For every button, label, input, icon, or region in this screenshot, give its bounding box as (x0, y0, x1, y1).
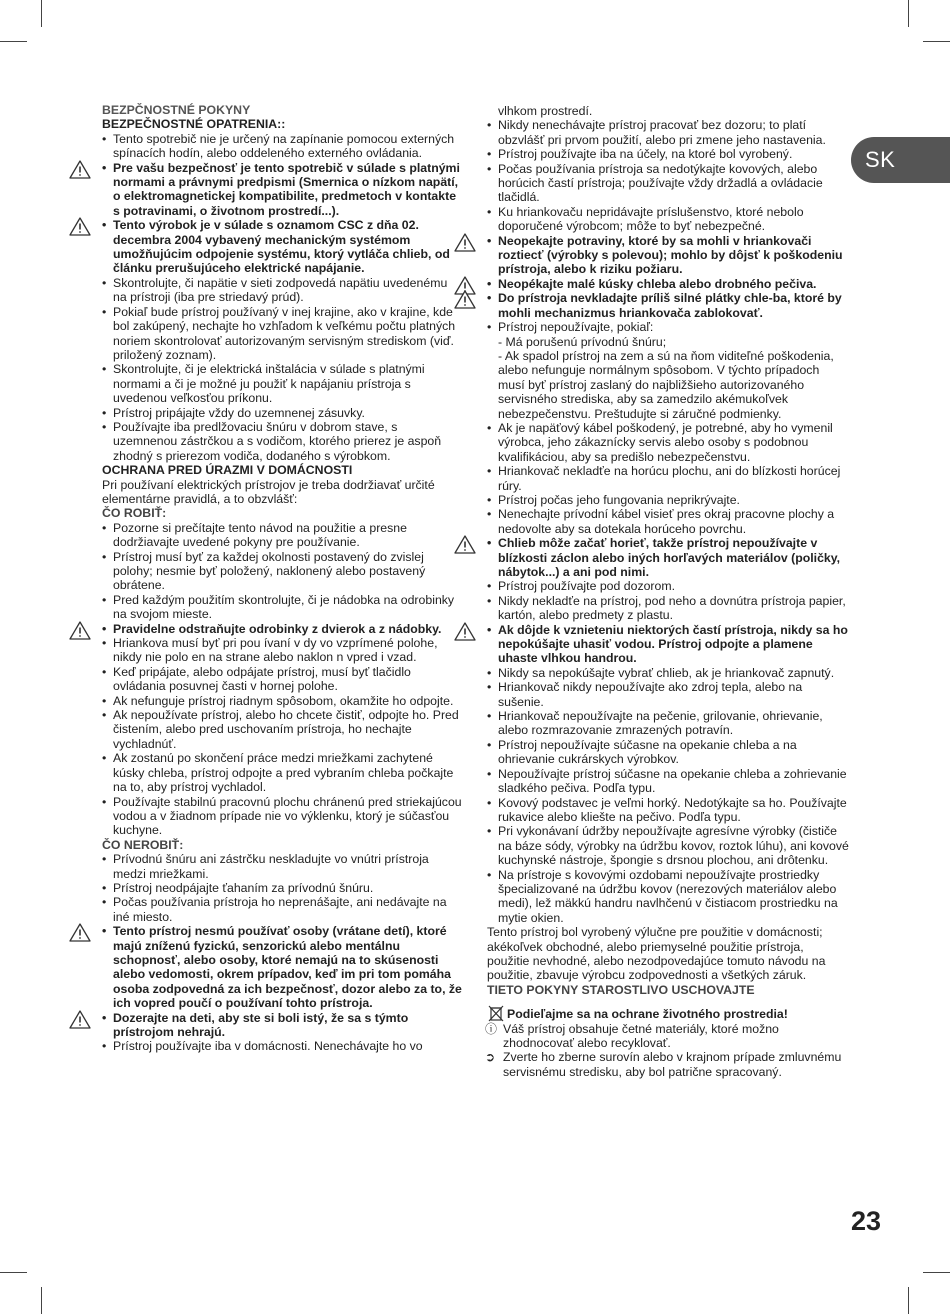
list-item (102, 406, 464, 420)
list-item (102, 636, 464, 665)
warning-triangle-icon (69, 160, 91, 179)
warning-triangle-icon (69, 923, 91, 942)
section-title: BEZPČNOSTNÉ POKYNY (102, 103, 251, 117)
list-item-text: Tento výrobok je v súlade s oznamom CSC z dňa 02. decembra 2004 vybavený mechanickým systémom umožňujúcim odpojenie systému, ktorý vytláča chlieb, od článku prerušujúceho elektrické napájanie. (113, 218, 450, 276)
list-item-text: Chlieb môže začať horieť, takže prístroj nepoužívajte v blízkosti záclon alebo iných horľavých materiálov (poličky, nábytok...) a ani pod nimi. (498, 536, 841, 579)
warning-item (487, 234, 849, 277)
right-column (487, 104, 849, 1079)
warning-item (487, 291, 849, 320)
list-item-text: Hriankova musí byť pri pou ívaní v dy vo vzprímené polohe, nikdy nie polo en na strane alebo naklon n vpred i vzad. (113, 636, 438, 665)
warning-item (102, 161, 464, 219)
crop-mark (923, 41, 950, 42)
list-item-text: Prívodnú šnúru ani zástrčku neskladujte vo vnútri prístroja medzi mriežkami. (113, 852, 429, 881)
arrow-icon: ➲ (485, 1050, 496, 1065)
dont-list (102, 852, 464, 1054)
list-item-text: Kovový podstavec je veľmi horký. Nedotýkajte sa ho. Používajte rukavice alebo kliešte na pečivo. Podľa typu. (498, 795, 847, 824)
warning-triangle-icon (454, 290, 476, 309)
list-item (102, 852, 464, 881)
warning-item (102, 924, 464, 1010)
list-item (102, 593, 464, 622)
list-item-text: Tento spotrebič nie je určený na zapínanie pomocou externých spínacích hodín, alebo oddeleného externého ovládania. (113, 131, 455, 161)
list-item-text: Ak je napäťový kábel poškodený, je potrebné, aby ho vymenil výrobca, jeho zákaznícky servis alebo osoby s podobnou kvalifikáciou, aby sa predišlo nebezpečenstvu. (498, 420, 833, 464)
warning-item (102, 218, 464, 276)
list-item-text: Ku hriankovaču nepridávajte príslušenstvo, ktoré nebolo doporučené výrobcom; môže to byť nebezpečné. (498, 204, 804, 234)
dont-heading: ČO NEROBIŤ: (102, 837, 184, 852)
list-item-text: Prístroj nepoužívajte súčasne na opekanie chleba a na ohrievanie cukrárskych výrobkov. (498, 737, 797, 767)
list-item-text: Prístroj neodpájajte ťahaním za prívodnú šnúru. (113, 880, 374, 895)
warning-item (102, 622, 464, 636)
list-item (487, 594, 849, 623)
list-item (102, 420, 464, 463)
list-item-text: Prístroj pripájajte vždy do uzemnenej zásuvky. (113, 405, 365, 420)
list-item (102, 895, 464, 924)
warning-item (487, 277, 849, 291)
list-item (102, 694, 464, 708)
continuation-text: vlhkom prostredí. (498, 104, 593, 118)
crop-mark (908, 1287, 909, 1314)
list-item-text: Ak dôjde k vznieteniu niektorých častí prístroja, nikdy sa ho nepokúšajte uhasiť vodou. Prístroj odpojte a plamene uhaste vlhkou handrou. (498, 622, 848, 666)
list-item (102, 132, 464, 161)
list-item-text: Prístroj používajte iba na účely, na ktoré bol vyrobený. (498, 147, 793, 162)
list-item-text: Hriankovač nekladťe na horúcu plochu, ani do blízkosti horúcej rúry. (498, 464, 841, 493)
list-item-text: Používajte stabilnú pracovnú plochu chránenú pred striekajúcou vodou a v žiadnom prípade nie vo výklenku, ktorý je súčasťou kuchyne. (113, 794, 462, 838)
list-item (487, 709, 849, 738)
injury-heading: OCHRANA PRED ÚRAZMI V DOMÁCNOSTI (102, 463, 353, 478)
list-item (102, 751, 464, 794)
injury-intro: Pri používaní elektrických prístrojov je treba dodržiavať určité elementárne pravidlá, a to obzvlášť: (102, 477, 435, 506)
list-item-text: Prístroj musí byť za každej okolnosti postavený do zvislej polohy; nesmie byť položený, naklonený alebo postavený obrátene. (113, 549, 426, 593)
environment-heading-text: Podieľajme sa na ochrane životného prostredia! (507, 1007, 788, 1022)
list-item-text: Nikdy sa nepokúšajte vybrať chlieb, ak je hriankovač zapnutý. (498, 665, 835, 680)
warning-triangle-icon (454, 535, 476, 554)
left-column (102, 103, 464, 1054)
crop-mark (0, 1272, 27, 1273)
dash-item: - Ak spadol prístroj na zem a sú na ňom viditeľné poškodenia, alebo nefunguje normálnym spôsobom. V týchto prípadoch musí byť prístroj zaslaný do najbližšieho autorizovaného servisného strediska, aby sa zamedzilo akémukoľvek nebezpečenstvu. Preštudujte si záručné podmienky. (498, 348, 834, 421)
list-item-text: Ak zostanú po skončení práce medzi mriežkami zachytené kúsky chleba, prístroj odpojte a pred vybraním chleba počkajte na to, aby prístroj vychladol. (113, 751, 454, 795)
list-item-text: Hriankovač nepoužívajte na pečenie, grilovanie, ohrievanie, alebo rozmrazovanie zmrazených potravín. (498, 709, 823, 738)
list-item-text: Pozorne si prečítajte tento návod na použitie a presne dodržiavajte uvedené pokyny pre používanie. (113, 520, 407, 550)
list-item-text: Ak nefunguje prístroj riadnym spôsobom, okamžite ho odpojte. (113, 693, 454, 708)
safety-list (102, 132, 464, 463)
list-item-text: Dozerajte na deti, aby ste si boli istý, že sa s týmto prístrojom nehrajú. (113, 1010, 409, 1039)
list-item (487, 147, 849, 161)
list-item (487, 738, 849, 767)
list-item-text: Na prístroje s kovovými ozdobami nepoužívajte prostriedky špecializované na údržbu kovov (nerezových materiálov alebo medi), lež mäkkú handru navlhčenú v čistiacom prostriedku na mytie okien. (498, 867, 838, 925)
list-item-text: Pokiaľ bude prístroj používaný v inej krajine, ako v krajine, kde bol zakúpený, nechajte ho vzhľadom k veľkému počtu platných noriem skontrolovať autorizovaným servisným strediskom (viď. priložený zoznam). (113, 304, 456, 362)
list-item-text: Neopekajte potraviny, ktoré by sa mohli v hriankovači roztiecť (výrobky s polevou); mohlo by dôjsť k poškodeniu prístroja, alebo k riziku požiaru. (498, 233, 843, 277)
list-item-text: Prístroj používajte pod dozorom. (498, 579, 676, 594)
list-item-text: Nepoužívajte prístroj súčasne na opekanie chleba a zohrievanie sladkého pečiva. Podľa typu. (498, 766, 847, 796)
list-item-text: Prístroj používajte iba v domácnosti. Nenechávajte ho vo (113, 1039, 423, 1054)
list-item-text: Používajte iba predlžovaciu šnúru v dobrom stave, s uzemnenou zástrčkou a s vodičom, ktorého prierez je aspoň zhodný s prierezom vodiča, dodaného s výrobkom. (113, 419, 442, 463)
dash-item: - Má porušenú prívodnú šnúru; (498, 334, 667, 349)
crop-mark (41, 1287, 42, 1314)
closing-paragraph: Tento prístroj bol vyrobený výlučne pre použitie v domácnosti; akékoľvek obchodné, alebo priemyselné použitie prístroja, použitie nevhodné, alebo nezodpovedajúce tomuto návodu na použitie, zbavuje výrobcu zodpovednosti a všetkých záruk. (487, 925, 826, 983)
warning-triangle-icon (454, 233, 476, 252)
list-item (487, 666, 849, 680)
list-item-text: Neopékajte malé kúsky chleba alebo drobného pečiva. (498, 276, 817, 291)
warning-triangle-icon (69, 1010, 91, 1029)
list-item (102, 305, 464, 363)
list-item (102, 1039, 464, 1053)
list-item-text: Nikdy nekladťe na prístroj, pod neho a dovnútra prístroja papier, kartón, alebo predmety z plastu. (498, 593, 846, 623)
list-item-text: Prístroj počas jeho fungovania neprikrývajte. (498, 492, 740, 507)
list-item (487, 579, 849, 593)
list-item-text: Pre vašu bezpečnosť je tento spotrebič v súlade s platnými normami a právnymi predpismi (Smernica o nízkom napätí, o elektromagnetickej kompatibilite, predmetoch v kontakte s potravinami, o životnom prostredí...). (113, 160, 460, 218)
list-item (487, 796, 849, 825)
do-list (102, 521, 464, 838)
list-item (487, 421, 849, 464)
list-item-text: Keď pripájate, alebo odpájate prístroj, musí byť tlačidlo ovládania posuvnej časti v hornej polohe. (113, 664, 411, 694)
list-item-text: Pred každým použitím skontrolujte, či je nádobka na odrobinky na svojom mieste. (113, 592, 455, 622)
list-item-text: Hriankovač nikdy nepoužívajte ako zdroj tepla, alebo na sušenie. (498, 680, 803, 709)
list-item (102, 362, 464, 405)
environment-heading (487, 1007, 849, 1021)
crop-mark (923, 1272, 950, 1273)
crop-mark (908, 0, 909, 27)
page-number: 23 (851, 1206, 882, 1236)
crop-mark (0, 41, 27, 42)
environment-line (487, 1022, 849, 1051)
list-item (487, 205, 849, 234)
list-item (487, 868, 849, 926)
recycle-bin-icon (487, 1004, 505, 1022)
list-item (487, 767, 849, 796)
list-item-text: Do prístroja nevkladajte príliš silné plátky chle-ba, ktoré by mohli mechanizmus hriankovača zablokovať. (498, 291, 842, 320)
list-item (102, 708, 464, 751)
warning-triangle-icon (69, 217, 91, 236)
list-item (487, 464, 849, 493)
info-icon: ⓘ (485, 1021, 498, 1036)
list-item (487, 320, 849, 334)
list-item (487, 680, 849, 709)
list-item-text: Tento prístroj nesmú používať osoby (vrátane detí), ktoré majú zníženú fyzickú, senzorickú alebo mentálnu schopnosť, alebo osoby, ktoré nemajú na to skúsenosti alebo vedomosti, okrem prípadov, keď im pri tom pomáha osoba zodpovedná za ich bezpečnosť, dozor alebo za to, že ich vopred poučí o používaní tohto prístroja. (113, 924, 462, 1011)
list-item-text: Počas používania prístroja ho neprenášajte, ani nedávajte na iné miesto. (113, 895, 447, 924)
list-item (102, 550, 464, 593)
list-item-text: Počas používania prístroja sa nedotýkajte kovových, alebo horúcich častí prístroja; používajte vždy držadlá a ovládacie tlačidlá. (498, 161, 823, 205)
list-item-text: Nikdy nenechávajte prístroj pracovať bez dozoru; to platí obzvlášť pri prvom použití, alebo pri zmene jeho nastavenia. (498, 118, 826, 147)
list-item (487, 118, 849, 147)
list-item-text: Skontrolujte, či napätie v sieti zodpovedá napätiu uvedenému na prístroji (iba pre striedavý prúd). (113, 275, 448, 305)
list-item (102, 521, 464, 550)
list-item (487, 493, 849, 507)
warning-item (102, 1011, 464, 1040)
list-item (102, 795, 464, 838)
list-item-text: Nenechajte prívodní kábel visieť pres okraj pracovne plochy a nedovolte aby sa dotekala horúceho povrchu. (498, 507, 835, 536)
list-item (102, 665, 464, 694)
list-item (487, 507, 849, 536)
keep-heading: TIETO POKYNY STAROSTLIVO USCHOVAJTE (487, 982, 755, 997)
list-item (102, 276, 464, 305)
warning-triangle-icon (69, 621, 91, 640)
do-heading: ČO ROBIŤ: (102, 506, 167, 521)
list-item-text: Skontrolujte, či je elektrická inštalácia v súlade s platnými normami a či je možné ju použiť k napájaniu prístroja s uvedenou veľkosťou príkonu. (113, 362, 425, 406)
warning-triangle-icon (454, 622, 476, 641)
safety-heading: BEZPEČNOSTNÉ OPATRENIA:: (102, 117, 286, 132)
warning-item (487, 536, 849, 579)
warnings-list-b (487, 421, 849, 925)
warnings-list-a (487, 118, 849, 334)
environment-line-text: Zverte ho zberne surovín alebo v krajnom prípade zmluvnému servisnému stredisku, aby bol patrične spracovaný. (503, 1050, 842, 1079)
crop-mark (41, 0, 42, 27)
list-item-text: Pravidelne odstraňujte odrobinky z dvierok a z nádobky. (113, 621, 442, 636)
list-item (487, 162, 849, 205)
list-item-text: Ak nepoužívate prístroj, alebo ho chcete čistiť, odpojte ho. Pred čistením, alebo pred uschovaním prístroja, ho nechajte vychladnúť. (113, 708, 459, 751)
environment-line (487, 1050, 849, 1079)
list-item (487, 824, 849, 867)
list-item-text: Prístroj nepoužívajte, pokiaľ: (498, 320, 654, 335)
language-badge: SK (851, 137, 950, 183)
warning-item (487, 623, 849, 666)
list-item (102, 881, 464, 895)
environment-line-text: Váš prístroj obsahuje četné materiály, ktoré možno zhodnocovať alebo recyklovať. (503, 1021, 779, 1050)
list-item-text: Pri vykonávaní údržby nepoužívajte agresívne výrobky (čističe na báze sódy, výrobky na údržbu kovov, roztok lúhu), ani kovové kuchynské nástroje, špongie s drsnou plochou, ani drôtenku. (498, 824, 849, 868)
